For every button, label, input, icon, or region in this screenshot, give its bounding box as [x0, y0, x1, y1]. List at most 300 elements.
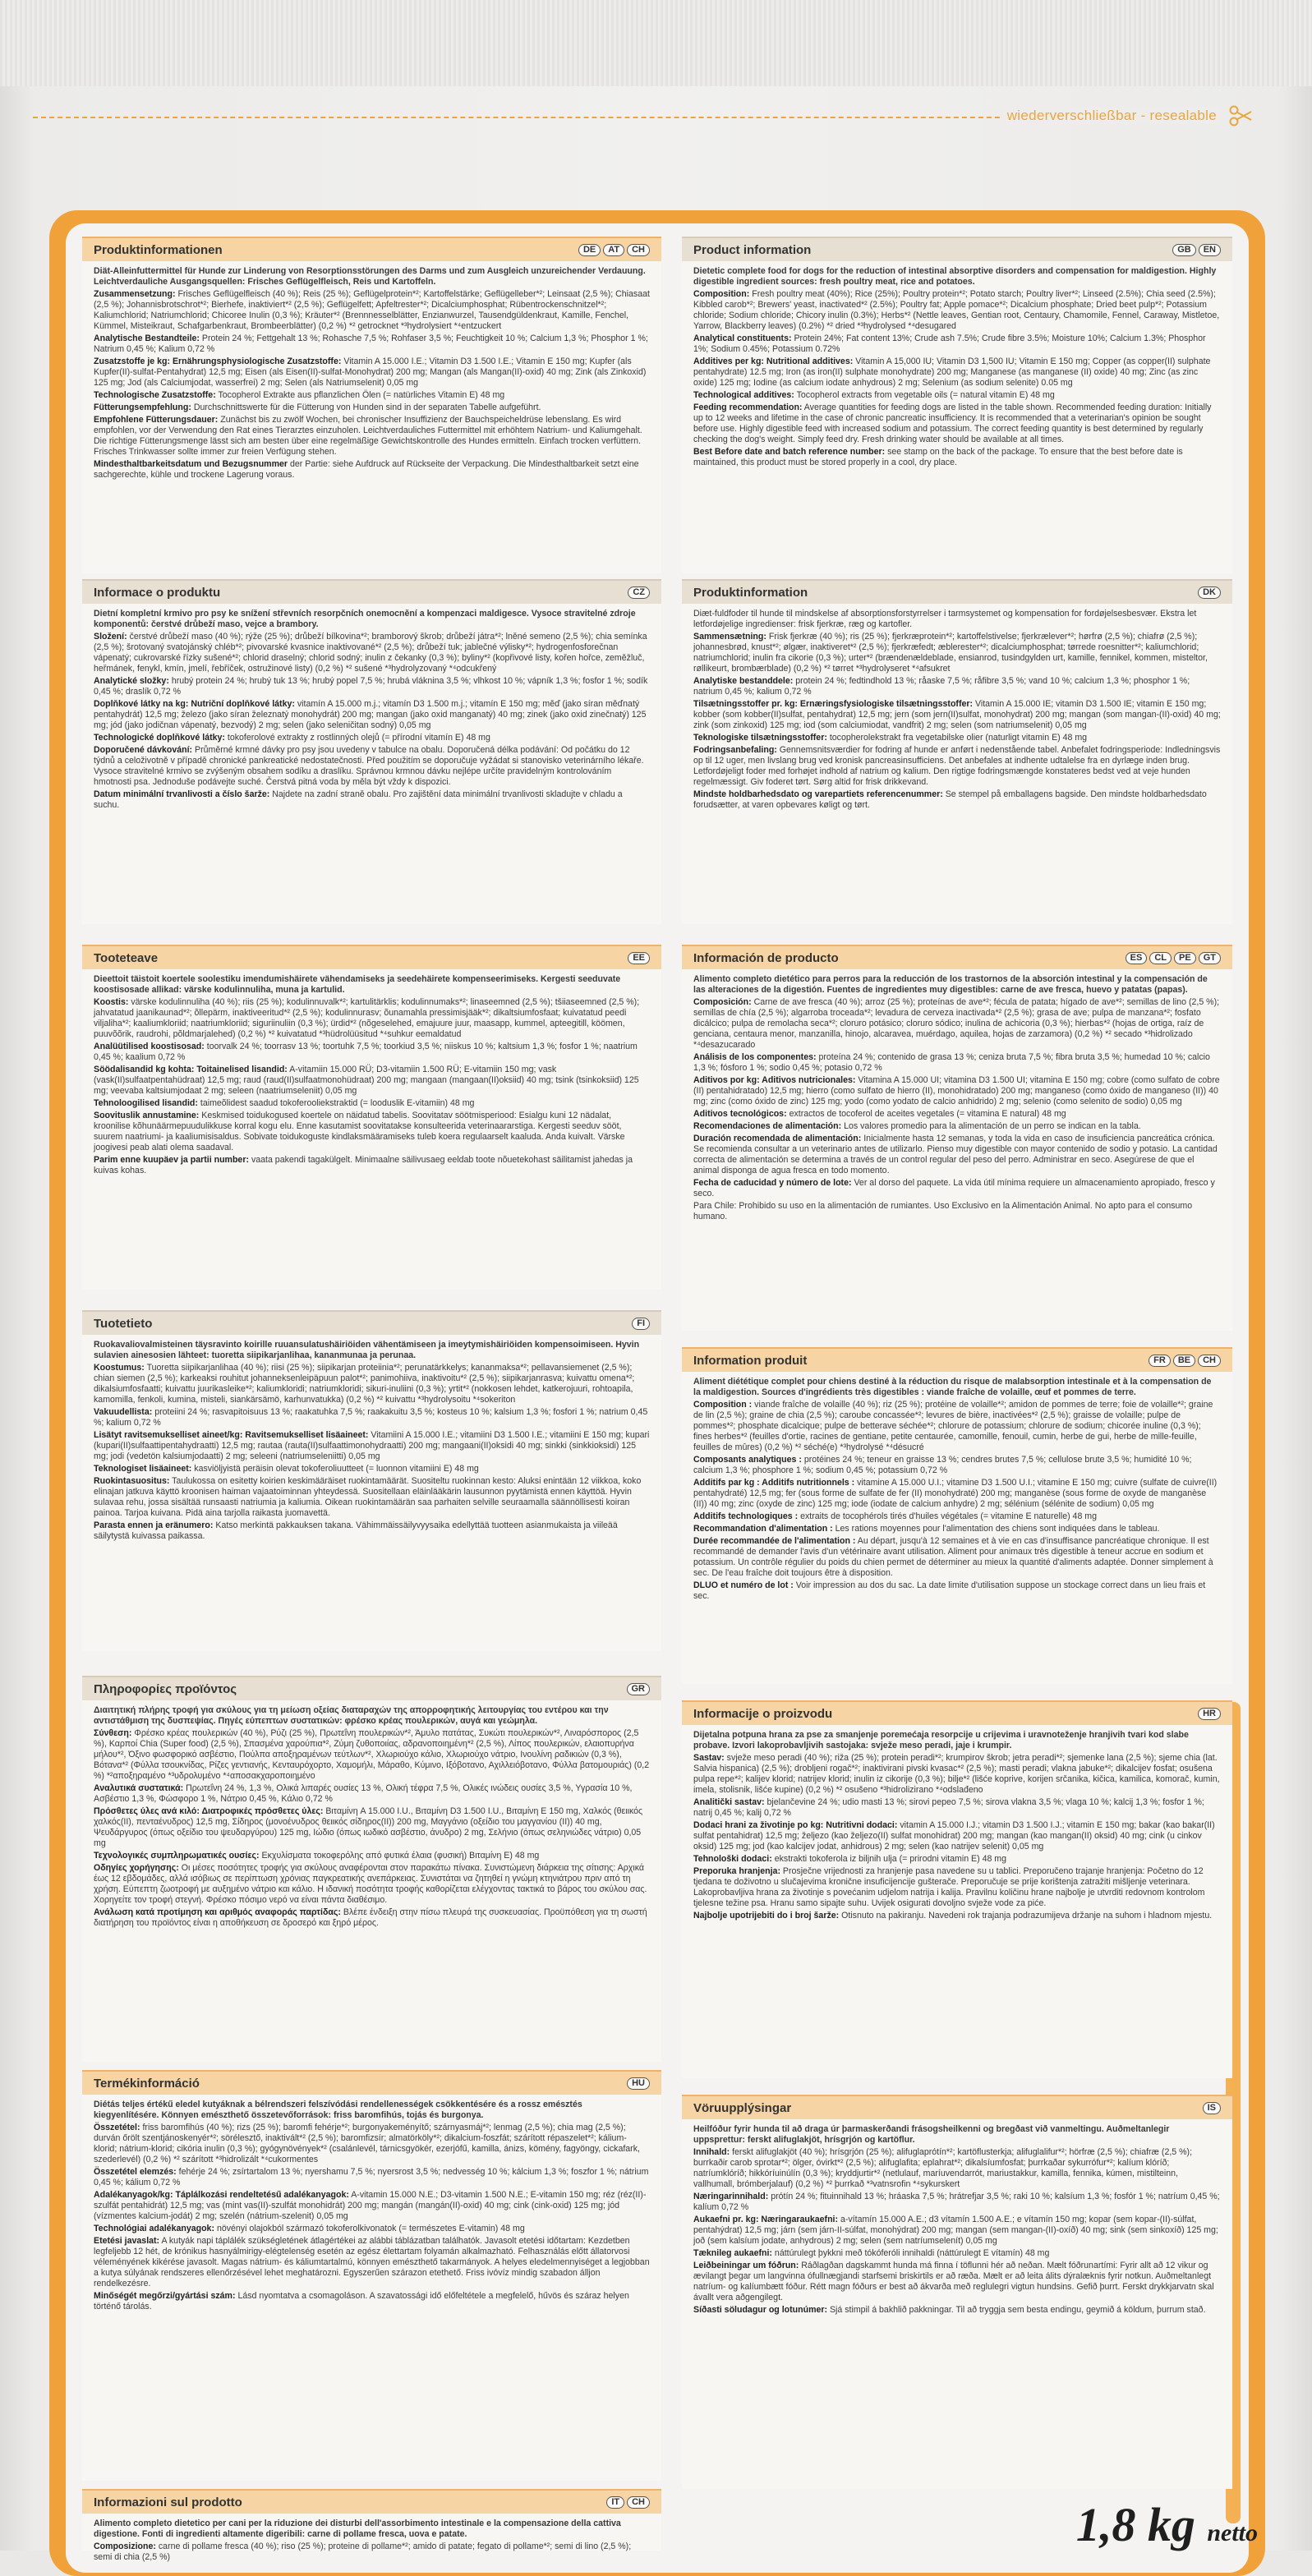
product-info-panel-hu: [82, 2070, 661, 2481]
paragraph-text: tokoferolové extrakty z rostlinných olejů (= přírodní vitamín E) 48 mg: [227, 733, 490, 743]
reseal-label: wiederverschließbar - resealable: [1002, 108, 1222, 124]
panel-title: Vöruupplýsingar: [693, 2100, 792, 2115]
country-code-badge: AT: [603, 244, 624, 256]
country-codes: [1126, 952, 1221, 964]
panel-header: [82, 237, 661, 261]
paragraph-label: Síðasti söludagur og lotunúmer:: [693, 2305, 828, 2315]
panel-intro: Dieettoit täistoit koertele soolestiku imendumishäirete vähendamiseks ja seedehäirete kompenseerimiseks. Kergesti seeduvate koostisosade allikad: värske kodulinnuliha, muna ja kartulid.: [94, 974, 621, 995]
product-info-panel-dk: [682, 579, 1232, 924]
paragraph-label: Feeding recommendation:: [693, 402, 803, 412]
panel-paragraph: [94, 1155, 650, 1176]
product-info-panel-es: [682, 945, 1232, 1331]
paragraph-text: toorvalk 24 %; toorrasv 13 %; toortuhk 7,5 %; toorkiud 3,5 %; niiskus 10 %; kaltsium 1,3 %; fosfor 1 %; naatrium 0,45 %; kaalium 0,72 %: [94, 1042, 638, 1062]
paragraph-text: Vitamin A 15,000 IU; Vitamin D3 1,500 IU; Vitamin E 150 mg; Copper (as copper(II) sulphate pentahydrate) 12.5 mg; Iron (as iron(II) sulphate monohydrate) 200 mg; Manganese (as manganese (II) oxide) 40 mg; Zinc (as zinc oxide) 125 mg; Iodine (as calcium iodate anhydrous) 2 mg; Selenium (as sodium selenite) 0.05 mg: [693, 356, 1211, 388]
paragraph-text: vitamin A 15.000 I.J.; vitamin D3 1.500 I.J.; vitamin E 150 mg; bakar (kao bakar(II) sulfat pentahidrat) 12,5 mg; željezo (kao željezo(II) sulfat monohidrat) 200 mg; mangan (kao mangan(II) oksid) 40 mg; cink (u cinkov oksid) 125 mg; jod (kao kalcijev jodat, anhidrous) 2 mg; selen (kao natrijev selenit) 0,05 mg: [693, 1820, 1215, 1852]
paragraph-text: Frisk fjerkræ (40 %); ris (25 %); fjerkræprotein*²; kartoffelstivelse; fjerkrælever*²; hørfrø (2,5 %); chiafrø (2,5 %); johannesbrød, knust*²; ølgær, inaktiveret*² (2,5 %); fjerkræfedt; æblerester*²; dicalciumphosphat; tørrede roesnitter*²; kaliumchlorid; natriumchlorid; inulin fra cikorie (0,3 %); urter*² (brændenældeblade, ensianrod, tusindgylden urt, kamille, fennikel, kommen, misteltor, røllikeurt, brombærblade) (0,2 %) *² tørret *³hydrolyseret *⁴afsukret: [693, 632, 1208, 674]
panel-paragraph: [94, 1464, 650, 1474]
panel-title: Informazioni sul prodotto: [94, 2495, 242, 2509]
panel-intro: Aliment diététique complet pour chiens destiné à la réduction du risque de malabsorption intestinale et à la compensation de la maldigestion. Sources d'ingrédients très digestibles : viande fraîche de volaille, œuf et pommes de terre.: [693, 1377, 1212, 1397]
panel-paragraph: [693, 2248, 1221, 2259]
paragraph-text: ekstrakti tokoferola iz biljnih ulja (= prirodni vitamin E) 48 mg: [774, 1854, 1007, 1864]
panel-paragraph: [693, 1455, 1221, 1476]
panel-paragraph: [693, 2147, 1221, 2190]
panel-paragraph: [693, 676, 1221, 697]
paragraph-label: Dodaci hrani za životinje po kg: Nutritivni dodaci:: [693, 1820, 898, 1830]
panel-paragraph: [693, 1178, 1221, 1199]
panel-paragraph: [94, 2236, 650, 2289]
panel-paragraph: [693, 1109, 1221, 1120]
paragraph-label: Analüütilised koostisosad:: [94, 1042, 205, 1051]
paragraph-label: Composizione:: [94, 2542, 156, 2551]
paragraph-text: čerstvé drůbeží maso (40 %); rýže (25 %); drůbeží bílkovina*²; bramborový škrob; drůbeží játra*²; lněné semeno (2,5 %); chia semínka (2,5 %); šrotovaný svatojánský chléb*²; pivovarské kvasnice inaktivované*² (2,5 %); drůbeží tuk; jablečné výlisky*²; hydrogenfosforečnan vápenatý; cukrovarské řízky sušené*²; chlorid draselný; chlorid sodný; inulin z čekanky (0,3 %); byliny*² (kopřivové listy, kořen hořce, zeměžluč, heřmánek, fenykl, kmín, jmelí, řebříček, ostružinové listy) (0,2 %) *² sušené *³hydrolyzovaný *⁴odcukřený: [94, 632, 647, 674]
panel-header: [82, 579, 661, 604]
panel-paragraph: [94, 2167, 650, 2188]
paragraph-text: a-vítamín 15.000 A.E.; d3 vítamín 1.500 A.E.; e vítamín 150 mg; kopar (sem kopar-(II)-súlfat, pentahýdrat) 12,5 mg; járn (sem járn-II-súlfat, monohýdrat) 200 mg; mangan (sem mangan-(II)-oxíð) 40 mg; sink (sem sinkoxíð) 125 mg; joð (sem kalsíum jodate, anhydrous) 2 mg; selen (sem natríumselenít) 0,05 mg: [693, 2215, 1218, 2246]
panel-paragraph: [693, 2215, 1221, 2247]
panel-paragraph: [693, 1052, 1221, 1074]
country-code-badge: DK: [1198, 586, 1221, 599]
panel-paragraph: [693, 289, 1221, 332]
panel-paragraph: [693, 1536, 1221, 1579]
panel-intro: Ruokavaliovalmisteinen täysravinto koirille ruuansulatushäiriöiden vähentämiseen ja imeytymishäiriöiden kompensoimiseen. Hyvin sulavien ainesosien lähteet: tuoretta siipikarjanlihaa, kananmunaa ja perunaa.: [94, 1340, 640, 1360]
country-code-badge: EN: [1199, 244, 1221, 256]
product-info-panel-ee: [82, 945, 661, 1290]
panel-paragraph: [94, 1476, 650, 1519]
panel-paragraph: [693, 2192, 1221, 2213]
paragraph-text: bjelančevine 24 %; udio masti 13 %; sirovi pepeo 7,5 %; sirova vlakna 3,5 %; vlaga 10 %; kalcij 1,3 %; fosfor 1 %; natrij 0,45 %; kalij 0,72 %: [693, 1797, 1204, 1818]
panel-paragraph: [693, 1524, 1221, 1534]
country-codes: [632, 1318, 650, 1330]
paragraph-label: Zusammensetzung:: [94, 289, 176, 299]
panel-paragraph: [94, 390, 650, 401]
paragraph-label: Mindste holdbarhedsdato og varepartiets referencenummer:: [693, 789, 943, 799]
net-weight-amount: 1,8 kg: [1075, 2498, 1195, 2551]
panel-paragraph: [94, 1851, 650, 1861]
paragraph-text: Průměrné krmné dávky pro psy jsou uvedeny v tabulce na obalu. Doporučená délka podávání: Od počátku do 12 týdnů a celoživotně v případě chronické pankreatické nedostatečnosti. Před použitím se doporučuje vyžádat si stanovisko veterinárního lékaře. Vysoce stravitelné krmivo se zvýšeným obsahem sodíku a draslíku. Správnou krmnou dávku nejlépe určíte pravidelným kontrolováním hmotnosti psa. Jednoduše podávejte suché. Čerstvá pitná voda by měla být vždy k dispozici.: [94, 745, 644, 787]
paragraph-text: Vitamina A 15.000 UI; vitamina D3 1.500 UI; vitamina E 150 mg; cobre (como sulfato de cobre (II) pentahidratado) 12,5 mg; hierro (como sulfato de hierro (II), monohidratado) 200 mg; manganeso (como óxido de manganeso (II)) 40 mg; zinc (como óxido de zinc) 125 mg; yodo (como yodato de calcio anhidrido) 2 mg; selenio (como selenito de sodio) 0,05 mg: [693, 1075, 1220, 1106]
paragraph-text: Keskmised toidukogused koertele on näidatud tabelis. Soovitatav söötmisperiood: Esialgu kuni 12 nädalat, kroonilise kõhunäärmepuudulikkuse korral kogu elu. Enne kasutamist soovitatakse konsulteerida veterinaararstiga. Kergesti seeduv sööt, suurem naatriumi- ja kaaliumisisaldus. Sobivate toidukoguste kindlaksmääramiseks tuleb koera regulaarselt kaaluda. Anda kuivalt. Värske joogivesi peab alati olema saadaval.: [94, 1111, 625, 1152]
paragraph-label: Koostis:: [94, 997, 129, 1007]
paragraph-text: vaata pakendi tagakülgelt. Minimaalne säilivusaeg eeldab toote nõuetekohast säilitamist jahedas ja kuivas kohas.: [94, 1155, 633, 1175]
product-info-panel-en: [682, 237, 1232, 573]
paragraph-label: Lisätyt ravitsemukselliset aineet/kg: Ravitsemukselliset lisäaineet:: [94, 1430, 369, 1440]
paragraph-label: Tilsætningsstoffer pr. kg: Ernæringsfysiologiske tilsætningsstoffer:: [693, 699, 974, 709]
paragraph-text: Au départ, jusqu'à 12 semaines et à vie en cas d'insuffisance pancréatique chronique. Il est recommandé de demander l'avis d'un vétérinaire avant utilisation. Aliment pour animaux très digestible à teneur accrue en sodium et potassium. Un contrôle régulier du poids du chien permet de déterminer au mieux la quantité d'aliments adaptée. Donner simplement à sec. De l'eau fraîche doit toujours être à disposition.: [693, 1536, 1213, 1578]
country-code-badge: GR: [627, 1683, 651, 1695]
paragraph-text: Οι μέσες ποσότητες τροφής για σκύλους αναφέρονται στον παρακάτω πίνακα. Συνιστώμενη διάρκεια της σίτισης: Αρχικά έως 12 εβδομάδες, αλλά ισόβιως σε περίπτωση χρόνιας παγκρεατικής ανεπάρκειας. Συνιστάται να ζητηθεί η γνώμη κτηνιάτρου πριν από τη χρήση. Εύπεπτη ζωοτροφή με αυξημένο νάτριο και κάλιο. Η ιδανική ποσότητα τροφής καθορίζεται ελέγχοντας τακτικά το βάρος του σκύλου σας. Χορηγείτε τον τροφή στεγνή. Φρέσκο πόσιμο νερό να είναι πάντα διαθέσιμο.: [94, 1863, 647, 1905]
panel-paragraph: [693, 1121, 1221, 1132]
panel-paragraph: [94, 459, 650, 481]
paragraph-label: Technological additives:: [693, 390, 794, 400]
country-code-badge: GT: [1199, 952, 1221, 964]
panel-paragraph: [94, 1863, 650, 1906]
paragraph-text: Εκχυλίσματα τοκοφερόλης από φυτικά έλαια (φυσική) Βιταμίνη E) 48 mg: [261, 1851, 540, 1861]
panel-paragraph: [693, 1075, 1221, 1107]
country-codes: [578, 244, 650, 256]
country-code-badge: EE: [628, 952, 650, 964]
paragraph-text: der Partie: siehe Aufdruck auf Rückseite der Verpackung. Die Mindesthaltbarkeit setzt eine sachgerechte, kühle und trockene Lagerung voraus.: [94, 459, 639, 480]
panel-paragraph: [94, 1363, 650, 1405]
panel-intro: Alimento completo dietético para perros para la reducción de los trastornos de la absorción intestinal y la compensación de las alteraciones de la digestión. Fuentes de ingredientes muy digestibles: carne de ave fresca, huevo y patatas (papas).: [693, 974, 1208, 995]
panel-intro: Διαιτητική πλήρης τροφή για σκύλους για τη μείωση οξείας διαταραχών της απορροφητικής λειτουργίας του εντέρου και την αντιστάθμιση της δυσπεψίας. Πηγές εύπεπτων συστατικών: φρέσκο κρέας πουλερικών, αυγά και γεώμηλα.: [94, 1705, 609, 1726]
paragraph-text: Ver al dorso del paquete. La vida útil mínima requiere un almacenamiento apropiado, fresco y seco.: [693, 1178, 1215, 1198]
paragraph-text: Tocopherol Extrakte aus pflanzlichen Ölen (= natürliches Vitamin E) 48 mg: [218, 390, 505, 400]
panel-paragraph: [94, 789, 650, 811]
paragraph-label: Additifs par kg : Additifs nutritionnels :: [693, 1478, 855, 1488]
paragraph-label: Tehnološki dodaci:: [693, 1854, 772, 1864]
paragraph-label: Ανάλωση κατά προτίμηση και αριθμός αναφοράς παρτίδας:: [94, 1907, 341, 1917]
paragraph-label: Tæknileg aukaefni:: [693, 2248, 772, 2258]
paragraph-text: Βιταμίνη A 15.000 I.U., Βιταμίνη D3 1.500 I.U., Βιταμίνη E 150 mg, Χαλκός (θειικός χαλκός(ΙΙ), πενταένυδρος) 12,5 mg, Σίδηρος (μονοένυδρος θειικός σίδηρος(ΙΙ)) 200 mg, Μαγγάνιο (οξείδιο του μαγγανίου (ΙΙ)) 40 mg, Ψευδάργυρος (όπως οξείδιο του ψευδαργύρου) 125 mg, Ιώδιο (όπως ιωδικό ασβέστιο, άνυδρο) 2 mg, Σελήνιο (όπως σεληνιώδες νάτριο) 0,05 mg: [94, 1806, 643, 1848]
paragraph-text: hrubý protein 24 %; hrubý tuk 13 %; hrubý popel 7,5 %; hrubá vláknina 3,5 %; vlhkost 10 %; vápník 1,3 %; fosfor 1 %; sodík 0,45 %; draslík 0,72 %: [94, 676, 648, 697]
product-info-panel-gr: [82, 1676, 661, 2062]
panel-paragraph: [94, 356, 650, 389]
panel-paragraph: [693, 1753, 1221, 1796]
paragraph-label: Etetési javaslat:: [94, 2236, 160, 2246]
country-code-badge: CL: [1149, 952, 1172, 964]
paragraph-text: extractos de tocoferol de aceites vegetales (= vitamina E natural) 48 mg: [789, 1109, 1066, 1119]
panel-paragraph: [94, 289, 650, 332]
paragraph-text: Βλέπε ένδειξη στην πίσω πλευρά της συσκευασίας. Προϋπόθεση για τη σωστή διατήρηση του προϊόντος είναι η αποθήκευση σε δροσερό και ξηρό μέρος.: [94, 1907, 647, 1928]
paragraph-label: Τεχνολογικές συμπληρωματικές ουσίες:: [94, 1851, 260, 1861]
panel-paragraph: [693, 1201, 1221, 1222]
panel-header: [82, 945, 661, 969]
paragraph-text: Fresh poultry meat (40%); Rice (25%); Poultry protein*²; Potato starch; Poultry liver*²; Linseed (2.5%); Chia seed (2.5%); Kibbled carob*²; Brewers' yeast, inactivated*² (2.5%); Poultry fat; Apple pomace*²; Dicalcium phosphate; Dried beet pulp*²; Potassium chloride; Sodium chloride; Chicory inulin (0.3%); Herbs*² (Nettle leaves, Gentian root, Centaury, Chamomile, Fennel, Caraway, Mistletoe, Yarrow, Blackberry leaves) (0.2%) *² dried *³hydrolysed *⁴desugared: [693, 289, 1220, 331]
panel-header: [82, 1676, 661, 1700]
paragraph-label: Minőségét megőrzi/gyártási szám:: [94, 2291, 236, 2301]
panel-intro: Dijetalna potpuna hrana za pse za smanjenje poremećaja resorpcije u crijevima i uravnoteženje hranjivih tvari kod slabe probave. Izvori lakoprobavljivih sastojaka: svježe meso peradi, jaje i krumpir.: [693, 1730, 1189, 1750]
panel-paragraph: [693, 1854, 1221, 1865]
paragraph-text: Otisnuto na pakiranju. Navedeni rok trajanja podrazumijeva držanje na suhom i hladnom mjestu.: [841, 1911, 1213, 1920]
paragraph-label: Næringarinnihald:: [693, 2192, 769, 2201]
panel-paragraph: [94, 1042, 650, 1063]
paragraph-text: Gennemsnitsværdier for fodring af hunde er anført i nedenstående tabel. Anbefalet fodringsperiode: Indledningsvis op til 12 uger, men livslang brug ved kronisk pancreasinsufficiens. Det anbefales at indhente udtalelse fra en dyrlæge inden brug. Letfordøjeligt foder med forhøjet indhold af natrium og kalium. Den rigtige fodringsmængde konstateres bedst ved at veje hunden regelmæssigt. Giv foderet tørt. Sørg altid for frisk drikkevand.: [693, 745, 1221, 787]
paragraph-text: friss baromfihús (40 %); rizs (25 %); baromfi fehérje*²; burgonyakeményítő; szárnyasmáj*²; lenmag (2,5 %); chia mag (2,5 %); durván őrölt szentjánoskenyér*²; sörélesztő, inaktivált*² (2,5 %); baromfizsír; almatörköly*²; dikalcium-foszfát; szárított répaszelet*²; kálium-klorid; nátrium-klorid; cikória inulin (0,3 %); gyógynövények*² (csalánlevél, tárnicsgyökér, ezerjófű, kamilla, ánizs, kömény, fagyöngy, cickafark, szederlevél) (0,2 %) *² szárított *³hidrolizált *⁴cukormentes: [94, 2123, 640, 2164]
country-code-badge: HR: [1198, 1708, 1221, 1720]
paragraph-text: proteiini 24 %; rasvapitoisuus 13 %; raakatuhka 7,5 %; raakakuitu 3,5 %; kosteus 10 %; kalsium 1,3 %; fosfori 1 %; natrium 0,45 %; kalium 0,72 %: [94, 1407, 648, 1428]
paragraph-label: Οδηγίες χορήγησης:: [94, 1863, 179, 1873]
panel-title: Información de producto: [693, 950, 839, 965]
panel-header: [682, 1347, 1232, 1372]
paragraph-text: kasviöljyistä peräisin olevat tokoferoliuutteet (= luonnon vitamiini E) 48 mg: [194, 1464, 479, 1474]
paragraph-label: Fecha de caducidad y número de lote:: [693, 1178, 852, 1188]
paragraph-label: Technologické doplňkové látky:: [94, 733, 225, 743]
country-codes: [627, 1683, 651, 1695]
panel-header: [82, 1310, 661, 1335]
paragraph-text: Les rations moyennes pour l'alimentation des chiens sont indiquées dans le tableau.: [835, 1524, 1160, 1534]
paragraph-text: taimeõlidest saadud tokoferooliekstraktid (= looduslik E-vitamiin) 48 mg: [200, 1098, 475, 1108]
paragraph-text: Sjá stimpil á bakhlið pakkningar. Til að tryggja sem besta endingu, geymið á köldum, þurrum stað.: [829, 2305, 1206, 2315]
panel-title: Product information: [693, 242, 812, 257]
panel-header: [682, 237, 1232, 261]
paragraph-text: Φρέσκο κρέας πουλερικών (40 %), Ρύζι (25 %), Πρωτεΐνη πουλερικών*², Άμυλο πατάτας, Συκώτι πουλερικών*², Λιναρόσπορος (2,5 %), Καρποί Chia (Super food) (2,5 %), Σπασμένα χαρούπια*², Ζύμη ζυθοποιίας, αδρανοποιημένη*² (2,5 %), Λίπος πουλερικών, ελαιοπυρήνα μήλου*², Όξινο φωσφορικό ασβέστιο, Πούλπα αποξηραμένων τεύτλων*², Χλωριούχο κάλιο, Χλωριούχο νάτριο, Ινουλίνη ραδικιών (0,3 %), Βότανα*² (Φύλλα τσουκνίδας, Ρίζες γεντιανής, Κενταυρόχορτο, Χαμομήλι, Μάραθο, Κύμινο, Ιξόβοτανο, Αχιλλειόβοτανο, Φύλλα βατομουριάς) (0,2 %) *²αποξηραμένο *³υδρολυμένο *⁴αποσακχαροποιημένο: [94, 1728, 650, 1781]
paragraph-label: Aditivos por kg: Aditivos nutricionales:: [693, 1075, 856, 1085]
panel-paragraph: [693, 1911, 1221, 1921]
country-code-badge: FI: [632, 1318, 650, 1330]
country-code-badge: GB: [1172, 244, 1196, 256]
paragraph-text: Inicialmente hasta 12 semanas, y toda la vida en caso de insuficiencia pancreática crónica. Se recomienda consultar a un veterinario antes de utilizarlo. Pienso muy digestible con mayor contenido de sodio y potasio. La cantidad correcta de alimentación se determina a través de un control regular del peso del perro. Administrar en seco. Asegúrese de que el animal disponga de agua fresca en todo momento.: [693, 1134, 1218, 1175]
paragraph-text: svježe meso peradi (40 %); riža (25 %); protein peradi*²; krumpirov škrob; jetra peradi*²; sjemenke lana (2,5 %); sjeme chia (lat. Salvia hispanica) (2,5 %); drobljeni rogač*²; inaktivirani pivski kvasac*² (2,5 %); masti peradi; vlakna jabuke*²; dikalcijev fosfat; osušena pulpa repe*²; kalijev klorid; natrijev klorid; inulin iz cikorije (0,3 %); bilje*² (lišće koprive, korijen srčanika, kičica, kamilica, komorač, kumin, imela, stolisnik, lišće kupine) (0,2 %) *² osušeno *³hidrolizirano *⁴odslađeno: [693, 1753, 1220, 1795]
paragraph-text: carne di pollame fresca (40 %); riso (25 %); proteine di pollame*²; amido di patate; fegato di pollame*²; semi di lino (2,5 %); semi di chia (2,5 %): [94, 2542, 632, 2562]
paragraph-text: Carne de ave fresca (40 %); arroz (25 %); proteínas de ave*²; fécula de patata; hígado de ave*²; semillas de lino (2,5 %); semillas de chía (2,5 %); algarroba troceada*²; levadura de cerveza inactivada*² (2,5 %); grasa de ave; pulpa de manzana*²; fosfato dicálcico; pulpa de remolacha seca*²; cloruro potásico; cloruro sódico; inulina de achicoria (0,3 %); hierbas*² (hojas de ortiga, raíz de genciana, centaura menor, manzanilla, hinojo, alcaravea, muérdago, aquilea, hojas de zarzamora) (0,2 %) *² secado *³hidrolizado *⁴desazucarado: [693, 997, 1220, 1050]
paragraph-label: Recommandation d'alimentation :: [693, 1524, 833, 1534]
paragraph-label: Preporuka hranjenja:: [693, 1866, 780, 1876]
paragraph-label: Söödalisandid kg kohta: Toitainelised lisandid:: [94, 1065, 288, 1074]
paragraph-text: Katso merkintä pakkauksen takana. Vähimmäissäilyvyysaika edellyttää tuotteen asianmukaista ja viileää säilytystä kuivassa paikassa.: [94, 1520, 618, 1541]
panel-paragraph: [693, 1400, 1221, 1453]
country-codes: [628, 952, 650, 964]
country-codes: [606, 2496, 650, 2509]
paragraph-label: DLUO et numéro de lot :: [693, 1580, 794, 1590]
paragraph-text: Diæt-fuldfoder til hunde til mindskelse af absorptionsforstyrrelser i tarmsystemet og kompensation for fordøjelsesbesvær. Ekstra let letfordøjelige ingredienser: frisk fjerkræ, ræg og kartofler.: [693, 609, 1197, 629]
country-code-badge: IT: [606, 2496, 624, 2509]
panel-paragraph: [693, 609, 1221, 630]
net-weight-suffix: netto: [1207, 2519, 1258, 2546]
panel-paragraph: [94, 699, 650, 731]
country-code-badge: CH: [1198, 1355, 1221, 1367]
paragraph-text: Ráðlagðan dagskammt hunda má finna í töflunni hér að neðan. Mælt fóðrunartími: Fyrir allt að 12 vikur og ævilangt þegar um langvinna ófullnægjandi starfsemi briskirtils er að ræða. Mælt er að leita álits dýralæknis fyrir notkun. Auðmeltanlegt natríum- og kalíumbætt fóður. Rétt magn fóðurs er best að ákvarða með reglulegri vigtun hundsins. Gefið þurrt. Ferskt drykkjarvatn skal ávallt vera aðgengilegt.: [693, 2261, 1214, 2302]
panel-paragraph: [693, 733, 1221, 743]
country-code-badge: CH: [627, 244, 650, 256]
panel-intro: Alimento completo dietetico per cani per la riduzione dei disturbi dell'assorbimento intestinale e la compensazione della cattiva digestione. Fonti di ingredienti altamente digeribili: carne di pollame fresca, uova e patate.: [94, 2518, 621, 2539]
paragraph-text: extraits de tocophérols tirés d'huiles végétales (= vitamine E naturelle) 48 mg: [800, 1511, 1098, 1521]
country-codes: [1172, 244, 1221, 256]
paragraph-label: Doplňkové látky na kg: Nutriční doplňkové látky:: [94, 699, 295, 709]
paragraph-label: Doporučené dávkování:: [94, 745, 193, 755]
panel-header: [682, 1700, 1232, 1725]
panel-header: [682, 2095, 1232, 2119]
panel-paragraph: [94, 2224, 650, 2234]
country-code-badge: DE: [578, 244, 601, 256]
paragraph-text: Najdete na zadní straně obalu. Pro zajištění data minimální trvanlivosti skladujte v chladu a suchu.: [94, 789, 623, 810]
panel-intro: Diétás teljes értékű eledel kutyáknak a bélrendszeri felszívódási rendellenességek csökkentésére és a rossz emésztés kiegyenlítésére. Könnyen emészthető összetevőforrások: friss baromfihús, tojás és burgonya.: [94, 2100, 582, 2120]
paragraph-text: A-vitamin 15.000 N.E.; D3-vitamin 1.500 N.E.; E-vitamin 150 mg; réz (réz(II)-szulfát pentahidrát) 12,5 mg; vas (mint vas(II)-szulfát monohidrát) 200 mg; mangán (mangán(II)-oxid) 40 mg; cink (cink-oxid) 125 mg; jód (vízmentes kalcium-jodát) 2 mg; szelén (nátrium-szelenit) 0,05 mg: [94, 2190, 647, 2221]
country-code-badge: ES: [1126, 952, 1148, 964]
country-code-badge: IS: [1203, 2102, 1221, 2114]
panel-paragraph: [94, 676, 650, 697]
panel-paragraph: [94, 1907, 650, 1929]
paragraph-text: Voir impression au dos du sac. La date limite d'utilisation suppose un stockage correct dans un lieu frais et sec.: [693, 1580, 1206, 1601]
paragraph-label: Technologische Zusatzstoffe:: [94, 390, 216, 400]
paragraph-text: ferskt alifuglakjöt (40 %); hrísgrjón (25 %); alifuglaprótín*²; kartöflusterkja; alifuglalifur*²; hörfræ (2,5 %); chiafræ (2,5 %); burrkaðir carob sprotar*²; ölger, óvirkt*² (2,5 %); alifuglafita; eplahrat*²; dikalsíumfosfat; þurrkaðar sykurrófur*²; kalíum klóríð; natríumklóríð; hikkóríuinúlín (0,3 %); kryddjurtir*² (netlulauf, maríuvendarrót, mariustakkur, kamilla, fennika, kúmen, mistilteinn, vallhumall, brómberjalauf) (0,2 %) *² þurrkað *³vatnsrofin *⁴sykurskert: [693, 2147, 1193, 2189]
scissors-icon: [1228, 104, 1253, 128]
paragraph-label: Sammensætning:: [693, 632, 766, 642]
paragraph-label: Soovituslik annustamine:: [94, 1111, 200, 1120]
paragraph-text: fehérje 24 %; zsírtartalom 13 %; nyershamu 7,5 %; nyersrost 3,5 %; nedvesség 10 %; kálcium 1,3 %; foszfor 1 %; nátrium 0,45 %; kálium 0,72 %: [94, 2167, 649, 2187]
paragraph-label: Složení:: [94, 632, 127, 642]
paragraph-text: Protein 24 %; Fettgehalt 13 %; Rohasche 7,5 %; Rohfaser 3,5 %; Feuchtigkeit 10 %; Calcium 1,3 %; Phosphor 1 %; Natrium 0,45 %; Kalium 0,72 %: [94, 334, 648, 354]
country-codes: [1198, 1708, 1221, 1720]
paragraph-text: proteína 24 %; contenido de grasa 13 %; ceniza bruta 7,5 %; fibra bruta 3,5 %; humedad 10 %; calcio 1,3 %; fósforo 1 %; sodio 0,45 %; potasio 0,72 %: [693, 1052, 1210, 1073]
paragraph-label: Teknologiset lisäaineet:: [94, 1464, 192, 1474]
paragraph-label: Összetétel elemzés:: [94, 2167, 177, 2177]
panel-paragraph: [693, 699, 1221, 731]
paragraph-label: Additives per kg: Nutritional additives:: [693, 356, 854, 366]
paragraph-label: Innihald:: [693, 2147, 730, 2157]
paragraph-label: Recomendaciones de alimentación:: [693, 1121, 842, 1131]
paragraph-text: Zunächst bis zu zwölf Wochen, bei chronischer Insuffizienz der Bauchspeicheldrüse lebenslang. Es wird empfohlen, vor der Verwendung den Rat eines Tierarztes einzuholen. Leichtverdauliches Futtermittel mit erhöhtem Natrium- und Kaliumgehalt. Die richtige Fütterungsmenge lässt sich am besten über eine regelmäßige Gewichtskontrolle des Hundes ermitteln. Einfach trocken verfüttern. Frisches Trinkwasser sollte immer zur freien Verfügung stehen.: [94, 415, 642, 457]
panel-title: Tuotetieto: [94, 1316, 153, 1331]
paragraph-text: Protein 24%; Fat content 13%; Crude ash 7.5%; Crude fibre 3.5%; Moisture 10%; Calcium 1.3%; Phosphor 1%; Sodium 0.45%; Potassium 0.72%: [693, 334, 1206, 354]
paragraph-label: Composición:: [693, 997, 752, 1007]
country-code-badge: BE: [1173, 1355, 1195, 1367]
panel-paragraph: [94, 2291, 650, 2312]
panel-paragraph: [94, 334, 650, 355]
panel-paragraph: [693, 356, 1221, 389]
net-weight: [1076, 2497, 1258, 2552]
paragraph-label: Teknologiske tilsætningsstoffer:: [693, 733, 827, 743]
paragraph-label: Fütterungsempfehlung:: [94, 402, 191, 412]
product-info-panel-it: [82, 2489, 661, 2562]
reseal-dashed-line: [33, 117, 1164, 118]
paragraph-text: Taulukossa on esitetty koirien keskimääräiset ruokintamäärät. Suositeltu ruokinnan kesto: Aluksi enintään 12 viikkoa, koko elinajan jatkuva käyttö kroonisen haiman vajaatoiminnan yhteydessä. Suositellaan eläinlääkärin lausunnon pyytämistä ennen käyttöä. Hyvin sulavaa rehu, jossa sisältää runsaasti natriumia ja kaliumia. Oikean ruokintamäärän saa parhaiten selville seuraamalla säännöllisesti koiran painoa. Tarjoa kuivana. Pidä aina tarjolla raikasta juomavettä.: [94, 1476, 642, 1518]
panel-intro: Diät-Alleinfuttermittel für Hunde zur Linderung von Resorptionsstörungen des Darms und zum Ausgleich unzureichender Verdauung. Leichtverdauliche Ausgangsquellen: Frisches Geflügelfleisch, Reis und Kartoffeln.: [94, 266, 646, 287]
paragraph-text: vitamine A 15.000 U.I.; vitamine D3 1.500 U.I.; vitamine E 150 mg; cuivre (sulfate de cuivre(II) pentahydraté) 12,5 mg; fer (sous forme de sulfate de fer (II) monohydraté) 200 mg; manganèse (sous forme de oxyde de manganèse (II)) 40 mg; zinc (oxyde de zinc) 125 mg; iode (iodate de calcium anhydre) 2 mg; sélénium (sélénite de sodium) 0,05 mg: [693, 1478, 1218, 1509]
paragraph-text: Para Chile: Prohibido su uso en la alimentación de rumiantes. Uso Exclusivo en la Alimentación Animal. No apto para el consumo humano.: [693, 1201, 1193, 1221]
paragraph-label: Parasta ennen ja eränumero:: [94, 1520, 214, 1530]
paragraph-label: Parim enne kuupäev ja partii number:: [94, 1155, 249, 1165]
paragraph-label: Durée recommandée de l'alimentation :: [693, 1536, 856, 1546]
paragraph-text: tocopherolekstrakt fra vegetabilske olier (naturligt vitamin E) 48 mg: [829, 733, 1088, 743]
paragraph-text: Average quantities for feeding dogs are listed in the table shown. Recommended feeding duration: Initially up to 12 weeks and lifetime in the case of chronic pancreatic insufficiency. It is recommended that a veterinarian's opinion be sought before use. Highly digestible feed with increased sodium and potassium. The correct feeding quantity is best determined by regularly checking the dog's weight. Simply feed dry. Fresh drinking water should be available at all times.: [693, 402, 1212, 444]
panel-title: Termékinformáció: [94, 2076, 200, 2091]
panel-paragraph: [94, 415, 650, 458]
paragraph-text: Vitamin A 15.000 I.E.; Vitamin D3 1.500 I.E.; Vitamin E 150 mg; Kupfer (als Kupfer(II)-sulfat-Pentahydrat) 12,5 mg; Eisen (als Eisen(II)-sulfat-Monohydrat) 200 mg; Mangan (als Mangan(II)-oxid) 40 mg; Zink (als Zinkoxid) 125 mg; Jod (als Calciumjodat, wasserfrei) 2 mg; Selen (als Natriumselenit) 0,05 mg: [94, 356, 647, 388]
paragraph-label: Composition:: [693, 289, 750, 299]
paragraph-label: Αναλυτικά συστατικά:: [94, 1783, 184, 1793]
country-code-badge: PE: [1174, 952, 1196, 964]
panel-title: Produktinformation: [693, 585, 808, 600]
paragraph-text: Vitamin A 15.000 IE; vitamin D3 1.500 IE; vitamin E 150 mg; kobber (som kobber(II)sulfat, pentahydrat) 12,5 mg; jern (som jern(II)sulfat, monohydrat) 200 mg; mangan (som mangan-(II)-oxid) 40 mg; zink (som zinkoxid) 125 mg; iod (som calciumiodat, vandfrit) 2 mg; selen (som natriumselenit) 0,05 mg: [693, 699, 1221, 730]
panel-intro: Dietní kompletní krmivo pro psy ke snížení střevních resorpčních onemocnění a kompenzaci maldigesce. Vysoce stravitelné zdroje komponentů: čerstvé drůbeží maso, vejce a brambory.: [94, 609, 636, 629]
panel-header: [682, 945, 1232, 969]
panel-paragraph: [94, 1407, 650, 1428]
country-code-badge: CZ: [628, 586, 650, 599]
panel-header: [82, 2489, 661, 2514]
panel-paragraph: [94, 1098, 650, 1109]
paragraph-label: Analytical constituents:: [693, 334, 792, 343]
paragraph-text: see stamp on the back of the package. To ensure that the best before date is maintained, this product must be stored properly in a cool, dry place.: [693, 447, 1183, 467]
paragraph-text: viande fraîche de volaille (40 %); riz (25 %); protéine de volaille*²; amidon de pommes de terre; foie de volaille*²; graine de lin (2,5 %); graine de chia (2,5 %); caroube concassée*²; levures de bière, inactivées*² (2,5 %); graisse de volaille; pulpe de pommes*²; phosphate dicalcique; pulpe de betterave séchée*²; chlorure de potassium; chlorure de sodium; chicorée inuline (0,3 %); fines herbes*² (feuilles d'ortie, racines de gentiane, petite centaurée, camomille, fenouil, cumin, herbe de gui, herbe de mille-feuille, feuilles de mûres) (0,2 %) *² séché(e) *³hydrolysé *⁴désucré: [693, 1400, 1213, 1452]
panel-paragraph: [94, 2190, 650, 2222]
paragraph-label: Analitički sastav:: [693, 1797, 765, 1807]
panel-paragraph: [94, 1430, 650, 1462]
panel-paragraph: [693, 745, 1221, 788]
paragraph-text: Tuoretta siipikarjanlihaa (40 %); riisi (25 %); siipikarjan proteiinia*²; perunatärkkelys; kananmaksa*²; pellavansiemenet (2,5 %); chian siemen (2,5 %); karkeaksi rouhitut johanneksenleipäpuun palot*²; panimohiiva, inaktivoitu*² (2,5 %); siipikarjanrasva; kuivattu omena*²; dikalsiumfosfaatti; kuivattu juurikasleike*²; kaliumkloridi; natriumkloridi; sikuri-inuliini (0,3 %); yrtit*² (nokkosen lehdet, katkerojuuri, rohtoapila, kamomilla, fenkoli, kumina, misteli, siankärsämö, karhunvatukka) (0,2 %) *² kuivattu *³hydrolysoitu *⁴sokeriton: [94, 1363, 635, 1405]
paragraph-label: Datum minimální trvanlivosti a číslo šarže:: [94, 789, 270, 799]
panel-paragraph: [94, 997, 650, 1040]
paragraph-label: Tehnoloogilised lisandid:: [94, 1098, 198, 1108]
panel-intro: Dietetic complete food for dogs for the reduction of intestinal absorptive disorders and compensation for maldigestion. Highly digestible ingredient sources: fresh poultry meat, rice and potatoes.: [693, 266, 1217, 287]
paragraph-label: Koostumus:: [94, 1363, 145, 1373]
panel-paragraph: [94, 745, 650, 788]
panel-title: Tooteteave: [94, 950, 159, 965]
product-info-panel-fr: [682, 1347, 1232, 1684]
paragraph-text: Tocopherol extracts from vegetable oils (= natural vitamin E) 48 mg: [796, 390, 1055, 400]
paragraph-label: Aditivos tecnológicos:: [693, 1109, 787, 1119]
paragraph-label: Duración recomendada de alimentación:: [693, 1134, 862, 1143]
paragraph-label: Zusatzstoffe je kg: Ernährungsphysiologische Zusatzstoffe:: [94, 356, 342, 366]
panel-paragraph: [693, 1134, 1221, 1176]
paragraph-label: Σύνθεση:: [94, 1728, 132, 1738]
paragraph-label: Composition :: [693, 1400, 753, 1410]
panel-paragraph: [94, 2123, 650, 2165]
panel-paragraph: [94, 402, 650, 413]
panel-paragraph: [94, 1728, 650, 1782]
paragraph-text: prótín 24 %; fituinnihald 13 %; hráaska 7,5 %; hrátrefjar 3,5 %; raki 10 %; kalsíum 1,3 %; fosfór 1 %; natríum 0,45 %; kalíum 0,72 %: [693, 2192, 1220, 2212]
panel-paragraph: [94, 1065, 650, 1097]
panel-paragraph: [94, 733, 650, 743]
panel-paragraph: [693, 1580, 1221, 1602]
paragraph-label: Empfohlene Fütterungsdauer:: [94, 415, 219, 425]
paragraph-text: A-vitamiin 15.000 RÜ; D3-vitamiin 1.500 RÜ; E-vitamiin 150 mg; vask (vask(II)sulfaatpentahüdraat) 12,5 mg; raud (raud(II)sulfaatmonohüdraat) 200 mg; mangaan (mangaan(II)oksiid) 40 mg; tsink (tsinkoksiid) 125 mg; veevaba kaltsiumjodaat 2 mg; seleen (naatriumseleniit) 0,05 mg: [94, 1065, 639, 1096]
paragraph-label: Analytische Bestandteile:: [94, 334, 200, 343]
panel-paragraph: [94, 2542, 650, 2563]
panel-paragraph: [693, 390, 1221, 401]
panel-paragraph: [693, 334, 1221, 355]
paragraph-text: náttúrulegt þykkni með tókóferóli innihaldi (náttúrulegt E vítamín) 48 mg: [774, 2248, 1050, 2258]
panel-title: Information produit: [693, 1353, 808, 1368]
paragraph-text: Πρωτεΐνη 24 %, 1,3 %, Ολικά λιπαρές ουσίες 13 %, Ολική τέφρα 7,5 %, Ολικές ινώδεις ουσίες 3,5 %, Υγρασία 10 %, Ασβέστιο 1,3 %, Φώσφορο 1 %, Νάτριο 0,45 %, Κάλιο 0,72 %: [94, 1783, 633, 1804]
product-info-panel-fi: [82, 1310, 661, 1651]
panel-paragraph: [693, 447, 1221, 468]
paragraph-text: Durchschnittswerte für die Fütterung von Hunden sind in der separaten Tabelle aufgeführt.: [193, 402, 541, 412]
paragraph-text: A kutyák napi táplálék szükségletének átlagértékei az alábbi táblázatban találhatók. Javasolt etetési időtartam: Kezdetben legfeljebb 12 hét, de krónikus hasnyálmirigy-elégtelenség esetén az egész élettartam folyamán alkalmazható. Felhasználás előtt állatorvosi véleményének kikérése javasolt. Magas nátrium- és káliumtartalmú, könnyen emészthető takarmányok. A helyes eledelmennyiséget a legjobban a kutya súlyának rendszeres ellenőrzésével lehet meghatározni. Egyszerűen szárazon etethető. Friss ivóvíz mindig szabadon álljon rendelkezésre.: [94, 2236, 650, 2288]
paragraph-label: Najbolje upotrijebiti do i broj šarže:: [693, 1911, 840, 1920]
paragraph-label: Fodringsanbefaling:: [693, 745, 777, 755]
panel-paragraph: [94, 1520, 650, 1542]
panel-title: Informacije o proizvodu: [693, 1706, 833, 1721]
paragraph-label: Analytiske bestanddele:: [693, 676, 794, 686]
product-info-panel-cz: [82, 579, 661, 924]
country-codes: [1198, 586, 1221, 599]
country-code-badge: FR: [1149, 1355, 1171, 1367]
panel-header: [682, 579, 1232, 604]
paragraph-label: Aukaefni pr. kg: Næringaraukaefni:: [693, 2215, 839, 2224]
paragraph-label: Sastav:: [693, 1753, 725, 1763]
country-codes: [1149, 1355, 1221, 1367]
paragraph-label: Mindesthaltbarkeitsdatum und Bezugsnummer: [94, 459, 288, 469]
paragraph-text: Se stempel på emballagens bagside. Den mindste holdbarhedsdato forudsætter, at varen opbevares køligt og tørt.: [693, 789, 1207, 810]
paragraph-text: Lásd nyomtatva a csomagoláson. A szavatossági idő előfeltétele a megfelelő, hűvös és száraz helyen történő tárolás.: [94, 2291, 629, 2312]
panel-paragraph: [693, 997, 1221, 1051]
country-codes: [1203, 2102, 1221, 2114]
panel-title: Produktinformationen: [94, 242, 223, 257]
paragraph-label: Összetétel:: [94, 2123, 140, 2132]
panel-paragraph: [693, 1866, 1221, 1909]
paragraph-label: Ruokintasuositus:: [94, 1476, 170, 1486]
paragraph-text: vitamín A 15.000 m.j.; vitamín D3 1.500 m.j.; vitamín E 150 mg; měď (jako síran měďnatý pentahydrát) 12,5 mg; železo (jako síran železnatý monohydrát) 200 mg; mangan (jako oxid manganatý) 40 mg; zinek (jako oxid zinečnatý) 125 mg; jód (jako jodičnan vápenatý, bezvodý) 2 mg; selen (jako seleničitan sodný) 0,05 mg: [94, 699, 647, 730]
panel-paragraph: [693, 402, 1221, 445]
panel-paragraph: [693, 1797, 1221, 1819]
panel-paragraph: [693, 1511, 1221, 1522]
paragraph-label: Adalékanyagok/kg: Táplálkozási rendeltetésű adalékanyagok:: [94, 2190, 349, 2200]
panel-paragraph: [94, 1111, 650, 1153]
panel-paragraph: [94, 1806, 650, 1849]
country-codes: [627, 2077, 650, 2090]
paragraph-label: Technológiai adalékanyagok:: [94, 2224, 214, 2233]
panel-paragraph: [693, 789, 1221, 811]
paragraph-label: Leiðbeiningar um fóðrun:: [693, 2261, 799, 2270]
panel-paragraph: [693, 632, 1221, 674]
panel-title: Informace o produktu: [94, 585, 221, 600]
paragraph-text: Vitamiini A 15.000 I.E.; vitamiini D3 1.500 I.E.; vitamiini E 150 mg; kupari (kupari(II)sulfaattipentahydraatti) 12,5 mg; rautaa (rauta(II)sulfaattimonohydraatti) 200 mg; mangaani(II)oksidi 40 mg; sinkki (sinkkioksidi) 125 mg; jodi (vedetön kalsiumjodaatti) 2 mg; seleeni (natriumseleniitti) 0,05 mg: [94, 1430, 650, 1461]
paragraph-label: Análisis de los componentes:: [693, 1052, 817, 1062]
country-codes: [628, 586, 650, 599]
heat-seal-strip: [0, 0, 1312, 86]
paragraph-text: Prosječne vrijednosti za hranjenje pasa navedene su u tablici. Preporučeno trajanje hranjenja: Početno do 12 tjedana te doživotno u slučajevima kronične insuficijencije gušterače. Preporučuje se prije korištenja zatražiti mišljenje veterinara. Lakoprobavljiva hrana za životinje s povećanim udjelom natrija i kalija. Pravilnu količinu hrane najbolje je utvrditi redovnom kontrolom tjelesne težine psa. Hranu samo sipajte suhu. Uvijek osigurati dovoljno svježe vode za piće.: [693, 1866, 1205, 1908]
paragraph-text: Los valores promedio para la alimentación de un perro se indican en la tabla.: [844, 1121, 1141, 1131]
